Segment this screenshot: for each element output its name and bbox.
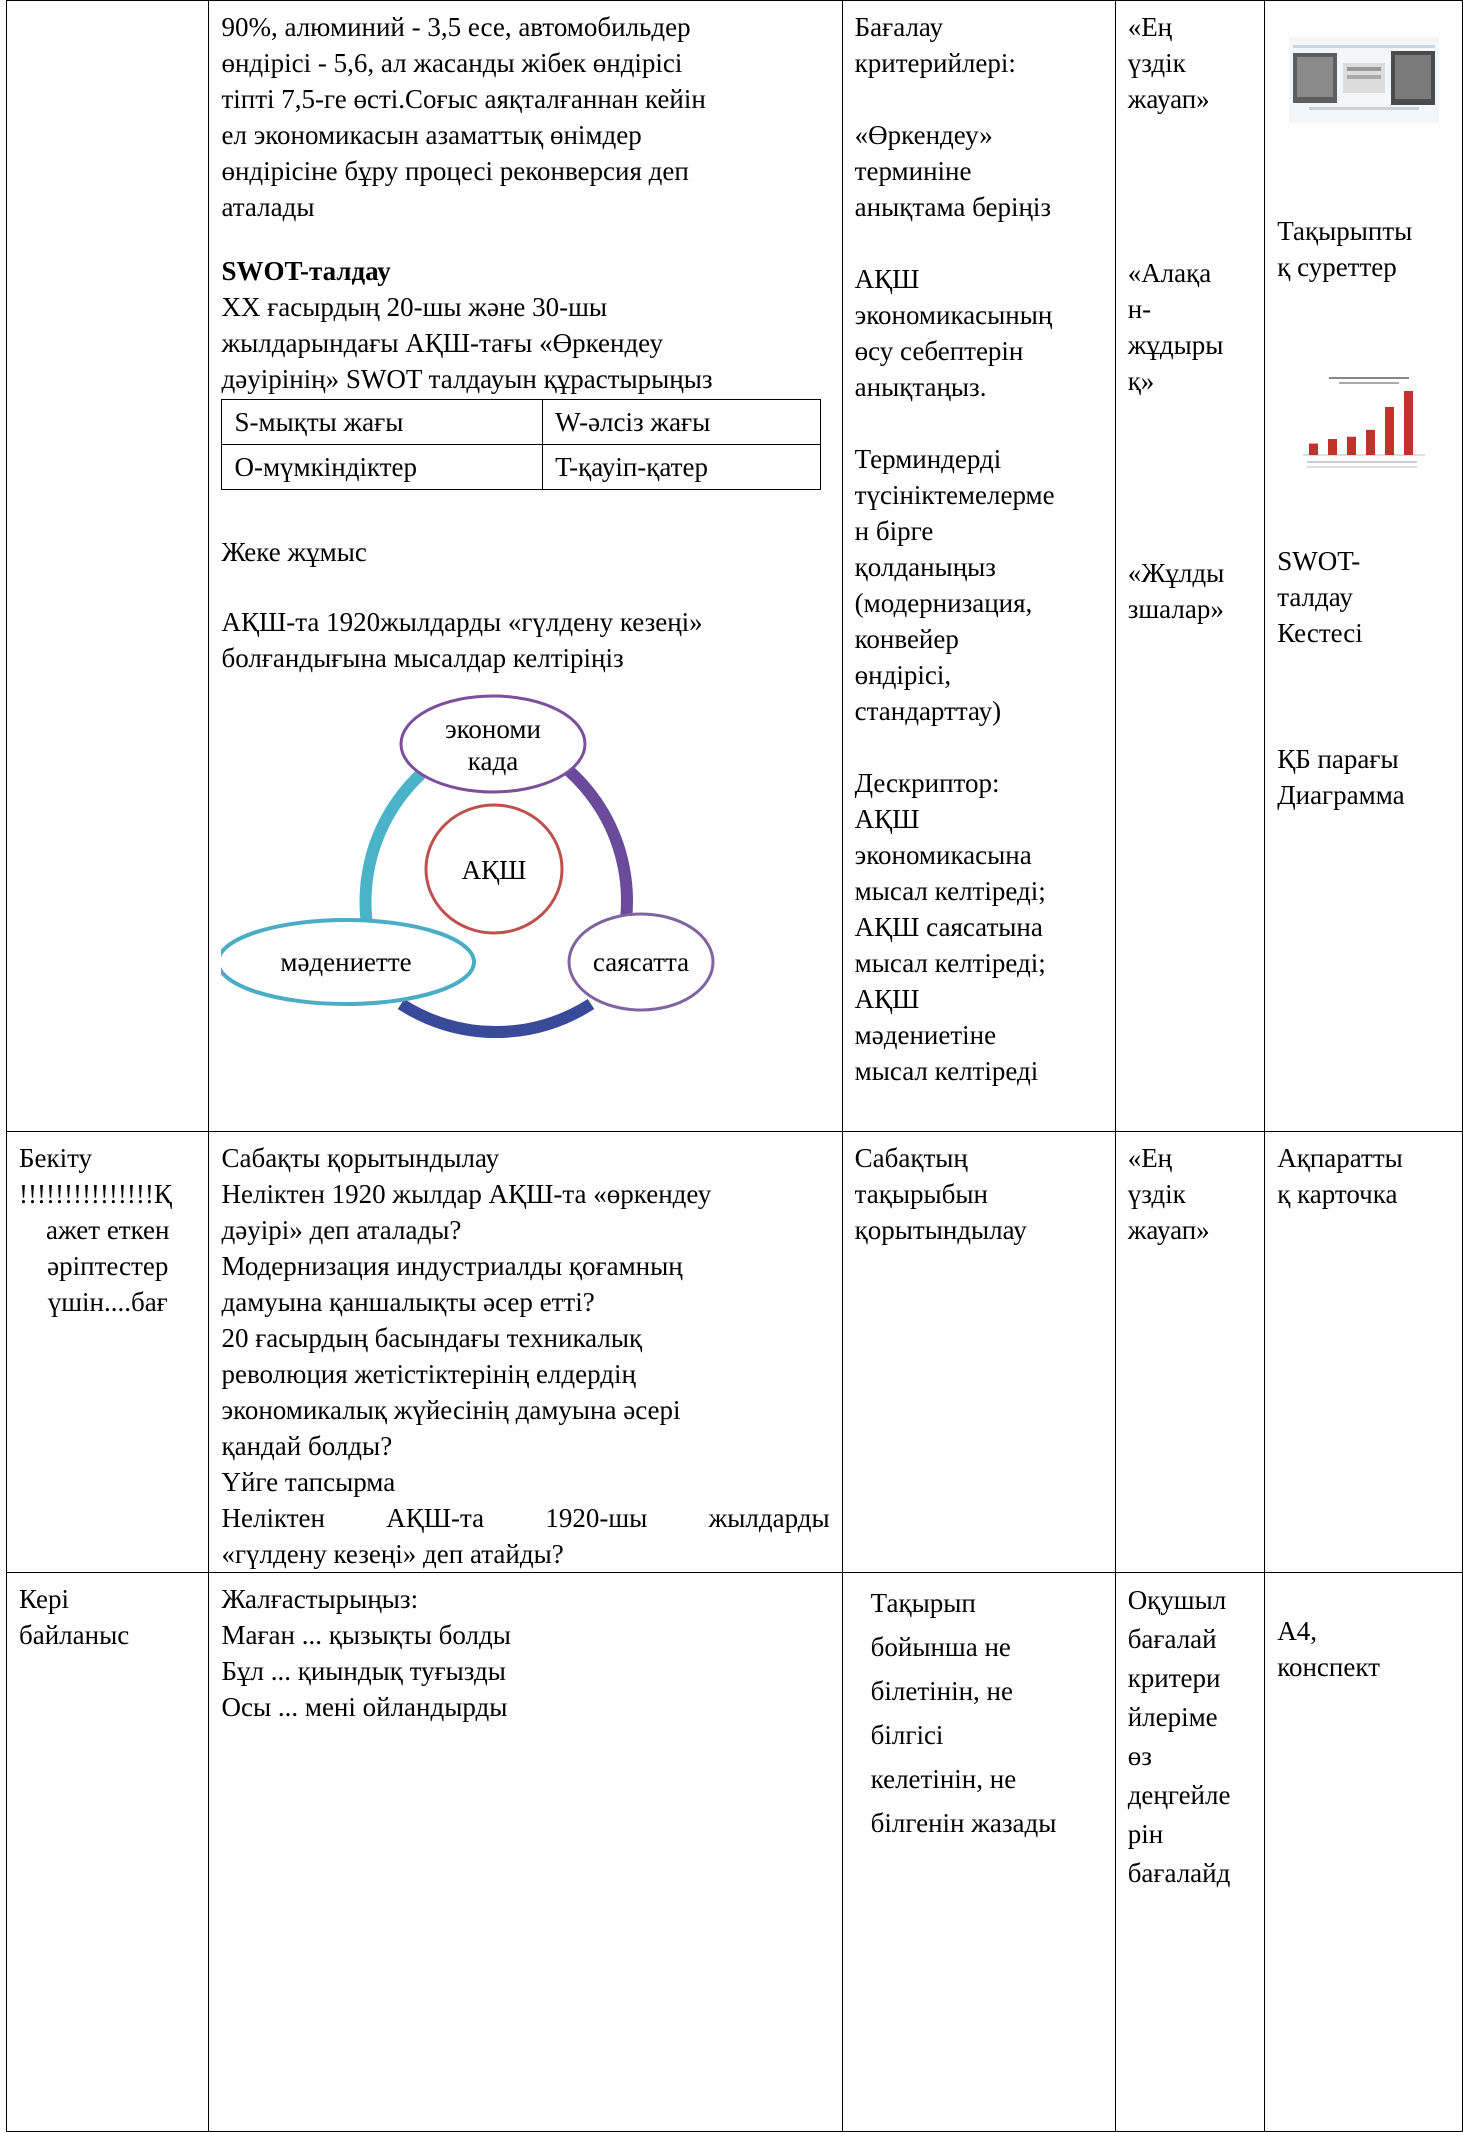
criteria-cell xyxy=(842,1,1115,1132)
top-ellipse xyxy=(401,696,585,792)
swot-weaknesses: W-әлсіз жағы xyxy=(543,400,821,445)
eval-line: «Алақа xyxy=(1127,258,1212,288)
table-row xyxy=(7,1132,1463,1573)
criteria-line: өсу себептерін xyxy=(854,336,1024,366)
content-line: Үйге тапсырма xyxy=(221,1467,396,1497)
eval-line: қ» xyxy=(1127,366,1155,396)
criteria-line: терминіне xyxy=(854,156,972,186)
text-line: дәуірінің» SWOT талдауын құрастырыңыз xyxy=(221,364,713,394)
stage-line: !!!!!!!!!!!!!!!Қ xyxy=(19,1179,172,1209)
criteria-line: экономикасының xyxy=(854,300,1053,330)
text-line: 90%, алюминий - 3,5 есе, автомобильдер xyxy=(221,12,691,42)
criteria-line: тақырыбын xyxy=(854,1179,988,1209)
content-line: қандай болды? xyxy=(221,1431,393,1461)
resource-line: Ақпаратты xyxy=(1277,1143,1403,1173)
criteria-line: мәдениетіне xyxy=(854,1020,997,1050)
criteria-line: анықтаңыз. xyxy=(854,372,987,402)
criteria-line: АҚШ xyxy=(854,984,920,1014)
bar-chart-thumbnail xyxy=(1299,373,1429,473)
criteria-line: білгенін жазады xyxy=(870,1808,1057,1838)
eval-line: критери xyxy=(1127,1663,1221,1693)
swot-table xyxy=(221,399,821,490)
eval-line: н- xyxy=(1127,294,1152,324)
evaluation-cell xyxy=(1115,1132,1265,1573)
chart-bar xyxy=(1404,391,1413,455)
eval-line: жауап» xyxy=(1127,84,1210,114)
usa-cycle-diagram xyxy=(221,694,781,1064)
resource-label: талдау xyxy=(1277,582,1353,612)
criteria-line: «Өркендеу» xyxy=(854,120,993,150)
resource-label: қ суреттер xyxy=(1277,252,1397,282)
eval-line: «Ең xyxy=(1127,1143,1173,1173)
criteria-line: білетінін, не xyxy=(870,1676,1013,1706)
criteria-line: мысал келтіреді; xyxy=(854,876,1046,906)
text-line: АҚШ-та 1920жылдарды «гүлдену кезеңі» xyxy=(221,607,703,637)
swot-row xyxy=(222,400,821,445)
criteria-line: АҚШ саясатына xyxy=(854,912,1043,942)
lesson-plan-table xyxy=(6,0,1463,2132)
resource-label: SWOT- xyxy=(1277,546,1361,576)
right-label: саясатта xyxy=(593,947,690,977)
content-line: революция жетістіктерінің елдердің xyxy=(221,1359,636,1389)
criteria-line: Тақырып xyxy=(870,1588,976,1618)
criteria-line: түсініктемелерме xyxy=(854,480,1055,510)
criteria-line: конвейер xyxy=(854,624,959,654)
criteria-line: Терминдерді xyxy=(854,444,1002,474)
criteria-line: бойынша не xyxy=(870,1632,1011,1662)
resource-line: қ карточка xyxy=(1277,1179,1398,1209)
chart-bar xyxy=(1366,430,1375,455)
bar-group xyxy=(1309,391,1413,455)
eval-line: бағалайд xyxy=(1127,1858,1231,1888)
eval-line: жұдыры xyxy=(1127,330,1224,360)
stage-line: Бекіту xyxy=(19,1143,93,1173)
text-line: өндірісіне бұру процесі реконверсия деп xyxy=(221,156,689,186)
criteria-line: АҚШ xyxy=(854,804,920,834)
eval-line: «Жұлды xyxy=(1127,558,1225,588)
eval-line: үздік xyxy=(1127,1179,1186,1209)
content-line: экономикалық жүйесінің дамуына әсері xyxy=(221,1395,681,1425)
criteria-line: критерийлері: xyxy=(854,48,1016,78)
criteria-text xyxy=(855,9,1103,1089)
eval-line: бағалай xyxy=(1127,1624,1217,1654)
criteria-line: келетінін, не xyxy=(870,1764,1017,1794)
stage-line: байланыс xyxy=(19,1620,130,1650)
content-line: 20 ғасырдың басындағы техникалық xyxy=(221,1323,643,1353)
photo-collage-thumbnail xyxy=(1289,37,1439,123)
resource-label: Диаграмма xyxy=(1277,780,1405,810)
left-label: мәдениетте xyxy=(280,947,413,977)
resources-cell xyxy=(1265,1573,1463,2132)
paragraph-gap xyxy=(855,405,1103,441)
criteria-line: Сабақтың xyxy=(854,1143,968,1173)
chart-bar xyxy=(1347,437,1356,455)
eval-line: деңгейле xyxy=(1127,1780,1231,1810)
criteria-line: мысал келтіреді; xyxy=(854,948,1046,978)
table-row xyxy=(7,1573,1463,2132)
stage-line: ажет еткен xyxy=(46,1215,170,1245)
content-line: Неліктен 1920 жылдар АҚШ-та «өркендеу xyxy=(221,1179,712,1209)
content-line: Модернизация индустриалды қоғамның xyxy=(221,1251,683,1281)
content-cell xyxy=(209,1,842,1132)
center-label: АҚШ xyxy=(462,855,527,885)
text-line: XX ғасырдың 20-шы және 30-шы xyxy=(221,292,608,322)
eval-line: үздік xyxy=(1127,48,1186,78)
text-line: аталады xyxy=(221,192,315,222)
eval-line: рін xyxy=(1127,1819,1164,1849)
content-line: Сабақты қорытындылау xyxy=(221,1143,500,1173)
swot-heading: SWOT-талдау xyxy=(221,256,391,286)
criteria-line: анықтама беріңіз xyxy=(854,192,1052,222)
content-line: дәуірі» деп аталады? xyxy=(221,1215,462,1245)
criteria-line: н бірге xyxy=(854,516,934,546)
criteria-line: Бағалау xyxy=(854,12,944,42)
content-line: дамуына қаншалықты әсер етті? xyxy=(221,1287,595,1317)
criteria-line: (модернизация, xyxy=(854,588,1033,618)
swot-threats: T-қауіп-қатер xyxy=(543,445,821,490)
stage-cell xyxy=(7,1573,209,2132)
criteria-line: стандарттау) xyxy=(854,696,1002,726)
content-line: «гүлдену кезеңі» деп атайды? xyxy=(221,1539,564,1569)
text-line: болғандығына мысалдар келтіріңіз xyxy=(221,643,624,673)
stage-line: Кері xyxy=(19,1584,69,1614)
swot-row xyxy=(222,445,821,490)
text-line: тіпті 7,5-ге өсті.Соғыс аяқталғаннан кейін xyxy=(221,84,706,114)
stage-cell xyxy=(7,1,209,1132)
eval-line: «Ең xyxy=(1127,12,1173,42)
stage-cell xyxy=(7,1132,209,1573)
content-line: Осы ... мені ойландырды xyxy=(221,1692,508,1722)
top-label-line2: када xyxy=(468,746,519,776)
text-line: өндірісі - 5,6, ал жасанды жібек өндірісі xyxy=(221,48,683,78)
eval-line: зшалар» xyxy=(1127,594,1224,624)
criteria-line: қолданыңыз xyxy=(854,552,996,582)
resources-cell xyxy=(1265,1132,1463,1573)
stage-line: әріптестер xyxy=(47,1251,169,1281)
ring-bottom-arc xyxy=(401,1004,591,1032)
table-row xyxy=(7,1,1463,1132)
text-line: жылдарындағы АҚШ-тағы «Өркендеу xyxy=(221,328,663,358)
evaluation-cell xyxy=(1115,1573,1265,2132)
eval-line: йлеріме xyxy=(1127,1702,1218,1732)
chart-bar xyxy=(1309,444,1318,455)
criteria-line: АҚШ xyxy=(854,264,920,294)
content-cell xyxy=(209,1132,842,1573)
paragraph-gap xyxy=(855,81,1103,117)
eval-line: өз xyxy=(1127,1741,1152,1771)
swot-strengths: S-мықты жағы xyxy=(222,400,543,445)
criteria-cell xyxy=(842,1132,1115,1573)
resource-line: конспект xyxy=(1277,1652,1380,1682)
eval-line: жауап» xyxy=(1127,1215,1210,1245)
content-cell xyxy=(209,1573,842,2132)
criteria-line: мысал келтіреді xyxy=(854,1056,1039,1086)
paragraph-gap xyxy=(855,729,1103,765)
resource-label: Тақырыпты xyxy=(1277,216,1413,246)
resources-cell xyxy=(1265,1,1463,1132)
criteria-line: білгісі xyxy=(870,1720,944,1750)
criteria-cell xyxy=(842,1573,1115,2132)
paragraph-gap xyxy=(855,225,1103,261)
content-line: Жалғастырыңыз: xyxy=(221,1584,419,1614)
diagram-svg xyxy=(221,694,781,1064)
stage-line: үшін....бағ xyxy=(47,1287,168,1317)
content-line: Маған ... қызықты болды xyxy=(221,1620,511,1650)
content-line: Неліктен АҚШ-та 1920-шы жылдарды xyxy=(221,1503,830,1533)
resource-label: Кестесі xyxy=(1277,618,1363,648)
chart-bar xyxy=(1385,407,1394,455)
text-line: ел экономикасын азаматтық өнімдер xyxy=(221,120,642,150)
swot-opportunities: O-мүмкіндіктер xyxy=(222,445,543,490)
criteria-line: экономикасына xyxy=(854,840,1032,870)
criteria-line: өндірісі, xyxy=(854,660,952,690)
criteria-line: қорытындылау xyxy=(854,1215,1027,1245)
content-line: Бұл ... қиындық туғызды xyxy=(221,1656,506,1686)
chart-bar xyxy=(1328,439,1337,455)
individual-work-label: Жеке жұмыс xyxy=(221,537,367,567)
resource-line: A4, xyxy=(1277,1616,1317,1646)
criteria-line: Дескриптор: xyxy=(854,768,1000,798)
eval-line: Оқушыл xyxy=(1127,1585,1227,1615)
evaluation-cell xyxy=(1115,1,1265,1132)
resource-label: ҚБ парағы xyxy=(1277,744,1399,774)
top-label-line1: экономи xyxy=(445,714,542,744)
